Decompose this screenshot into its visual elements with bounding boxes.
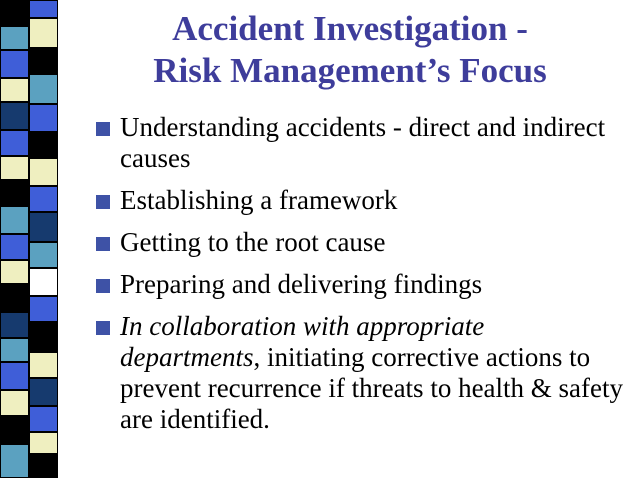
strip-block xyxy=(0,390,29,416)
bullet-text: Understanding accidents - direct and indirect causes xyxy=(120,112,606,173)
strip-block xyxy=(29,212,58,242)
bullet-text: Establishing a framework xyxy=(120,185,398,215)
bullet-item xyxy=(96,227,626,258)
bullet-text: Preparing and delivering findings xyxy=(120,269,483,299)
strip-block xyxy=(0,416,29,444)
strip-block xyxy=(29,186,58,212)
strip-block xyxy=(0,362,29,390)
strip-block xyxy=(29,378,58,406)
strip-block xyxy=(29,158,58,186)
strip-block xyxy=(0,260,29,284)
strip-block xyxy=(29,432,58,454)
slide-title-line-2: Risk Management’s Focus xyxy=(153,51,547,90)
strip-block xyxy=(0,102,29,130)
square-bullet-icon xyxy=(96,321,110,335)
strip-block xyxy=(0,206,29,234)
strip-block xyxy=(29,0,58,18)
bullet-item xyxy=(96,112,626,174)
square-bullet-icon xyxy=(96,279,110,293)
strip-block xyxy=(0,78,29,102)
strip-block xyxy=(0,312,29,338)
bullet-item xyxy=(96,311,626,435)
strip-block xyxy=(0,234,29,260)
strip-block xyxy=(0,0,29,26)
decorative-side-strip xyxy=(0,0,58,478)
bullet-list xyxy=(96,112,626,446)
square-bullet-icon xyxy=(96,195,110,209)
strip-block xyxy=(29,242,58,268)
strip-block xyxy=(29,268,58,296)
strip-block xyxy=(0,444,29,478)
strip-block xyxy=(29,132,58,158)
bullet-text: , initiating corrective actions to prevent recurrence if threats to health & safety are identified. xyxy=(120,342,624,434)
strip-block xyxy=(29,352,58,378)
strip-block xyxy=(29,74,58,104)
strip-block xyxy=(29,18,58,48)
slide-title-line-1: Accident Investigation - xyxy=(172,9,528,48)
strip-block xyxy=(0,156,29,180)
strip-block xyxy=(0,338,29,362)
strip-block xyxy=(0,284,29,312)
strip-block xyxy=(0,180,29,206)
strip-block xyxy=(29,48,58,74)
strip-block xyxy=(0,130,29,156)
square-bullet-icon xyxy=(96,237,110,251)
square-bullet-icon xyxy=(96,122,110,136)
strip-block xyxy=(29,454,58,478)
slide-title xyxy=(70,8,630,92)
bullet-italic-text: In collaboration with appropriate departments xyxy=(120,311,485,372)
strip-block xyxy=(29,406,58,432)
strip-block xyxy=(29,104,58,132)
strip-block xyxy=(29,296,58,322)
bullet-item xyxy=(96,269,626,300)
strip-block xyxy=(29,322,58,352)
strip-block xyxy=(0,26,29,50)
bullet-text: Getting to the root cause xyxy=(120,227,386,257)
strip-block xyxy=(0,50,29,78)
bullet-item xyxy=(96,185,626,216)
